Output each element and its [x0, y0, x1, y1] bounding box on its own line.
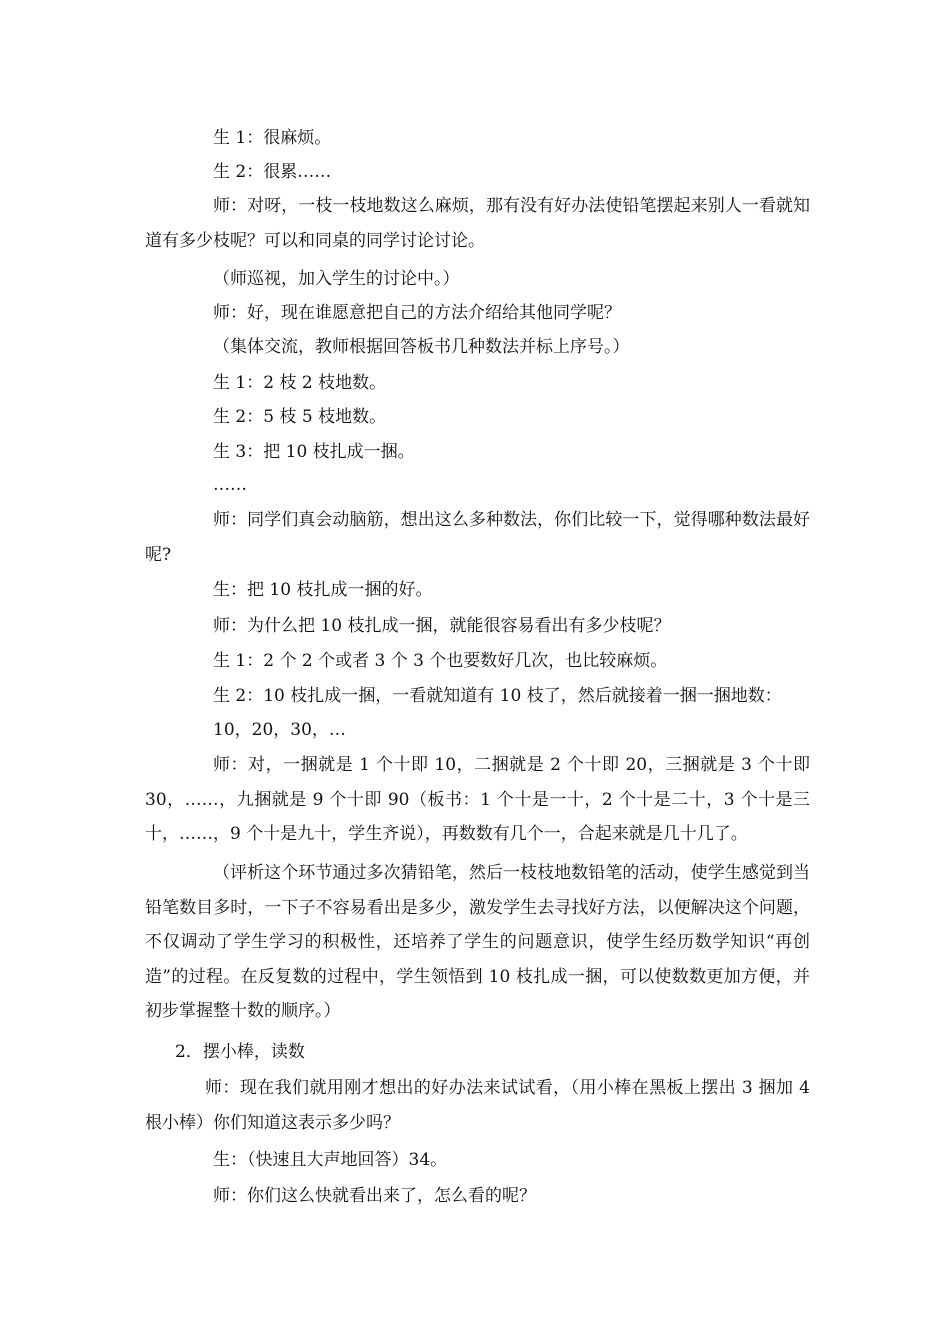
paragraph: 师：你们这么快就看出来了，怎么看的呢？ [213, 1186, 536, 1206]
paragraph: （评析这个环节通过多次猜铅笔，然后一枝枝地数铅笔的活动，使学生感觉到当铅笔数目多时，一下子不容易看出是多少，激发学生去寻找好方法，以便解决这个问题，不仅调动了学生学习的积极性，还培养了学生的问题意识，使学生经历数学知识“再创造”的过程。在反复数的过程中，学生领悟到 10 枝扎成一捆，可以使数数更加方便，并初步掌握整十数的顺序。） [145, 863, 810, 1021]
paragraph: 师：对呀，一枝一枝地数这么麻烦，那有没有好办法使铅笔摆起来别人一看就知道有多少枝呢？可以和同桌的同学讨论讨论。 [145, 196, 810, 251]
section-heading: 2．摆小棒，读数 [175, 1042, 305, 1062]
paragraph: 10，20，30，… [213, 720, 346, 740]
paragraph: 生 2：5 枝 5 枝地数。 [213, 407, 387, 427]
paragraph: 师：对，一捆就是 1 个十即 10，二捆就是 2 个十即 20，三捆就是 3 个十即 30，……，九捆就是 9 个十即 90（板书：1 个十是一十，2 个十是二十，3 个十是三十，……，9 个十是九十，学生齐说），再数数有几个一，合起来就是几十几了。 [145, 755, 810, 844]
paragraph: 生 2：10 枝扎成一捆，一看就知道有 10 枝了，然后就接着一捆一捆地数： [213, 686, 782, 706]
paragraph: 生：把 10 枝扎成一捆的好。 [213, 580, 433, 600]
paragraph: 师：现在我们就用刚才想出的好办法来试试看，（用小棒在黑板上摆出 3 捆加 4 根小棒）你们知道这表示多少吗？ [145, 1078, 810, 1133]
paragraph: 生 1：2 个 2 个或者 3 个 3 个也要数好几次，也比较麻烦。 [213, 651, 668, 671]
paragraph: 生 2：很累…… [213, 162, 332, 182]
paragraph: （师巡视，加入学生的讨论中。） [213, 269, 460, 289]
paragraph: …… [213, 475, 247, 495]
paragraph: 生：（快速且大声地回答）34。 [213, 1150, 448, 1170]
paragraph: 师：好，现在谁愿意把自己的方法介绍给其他同学呢？ [213, 303, 621, 323]
paragraph: （集体交流，教师根据回答板书几种数法并标上序号。） [213, 337, 630, 357]
paragraph: 师：同学们真会动脑筋，想出这么多种数法，你们比较一下，觉得哪种数法最好呢? [145, 510, 810, 565]
paragraph: 师：为什么把 10 枝扎成一捆，就能很容易看出有多少枝呢？ [213, 616, 671, 636]
paragraph: 生 1：2 枝 2 枝地数。 [213, 373, 387, 393]
paragraph: 生 1：很麻烦。 [213, 128, 332, 148]
paragraph: 生 3：把 10 枝扎成一捆。 [213, 442, 415, 462]
